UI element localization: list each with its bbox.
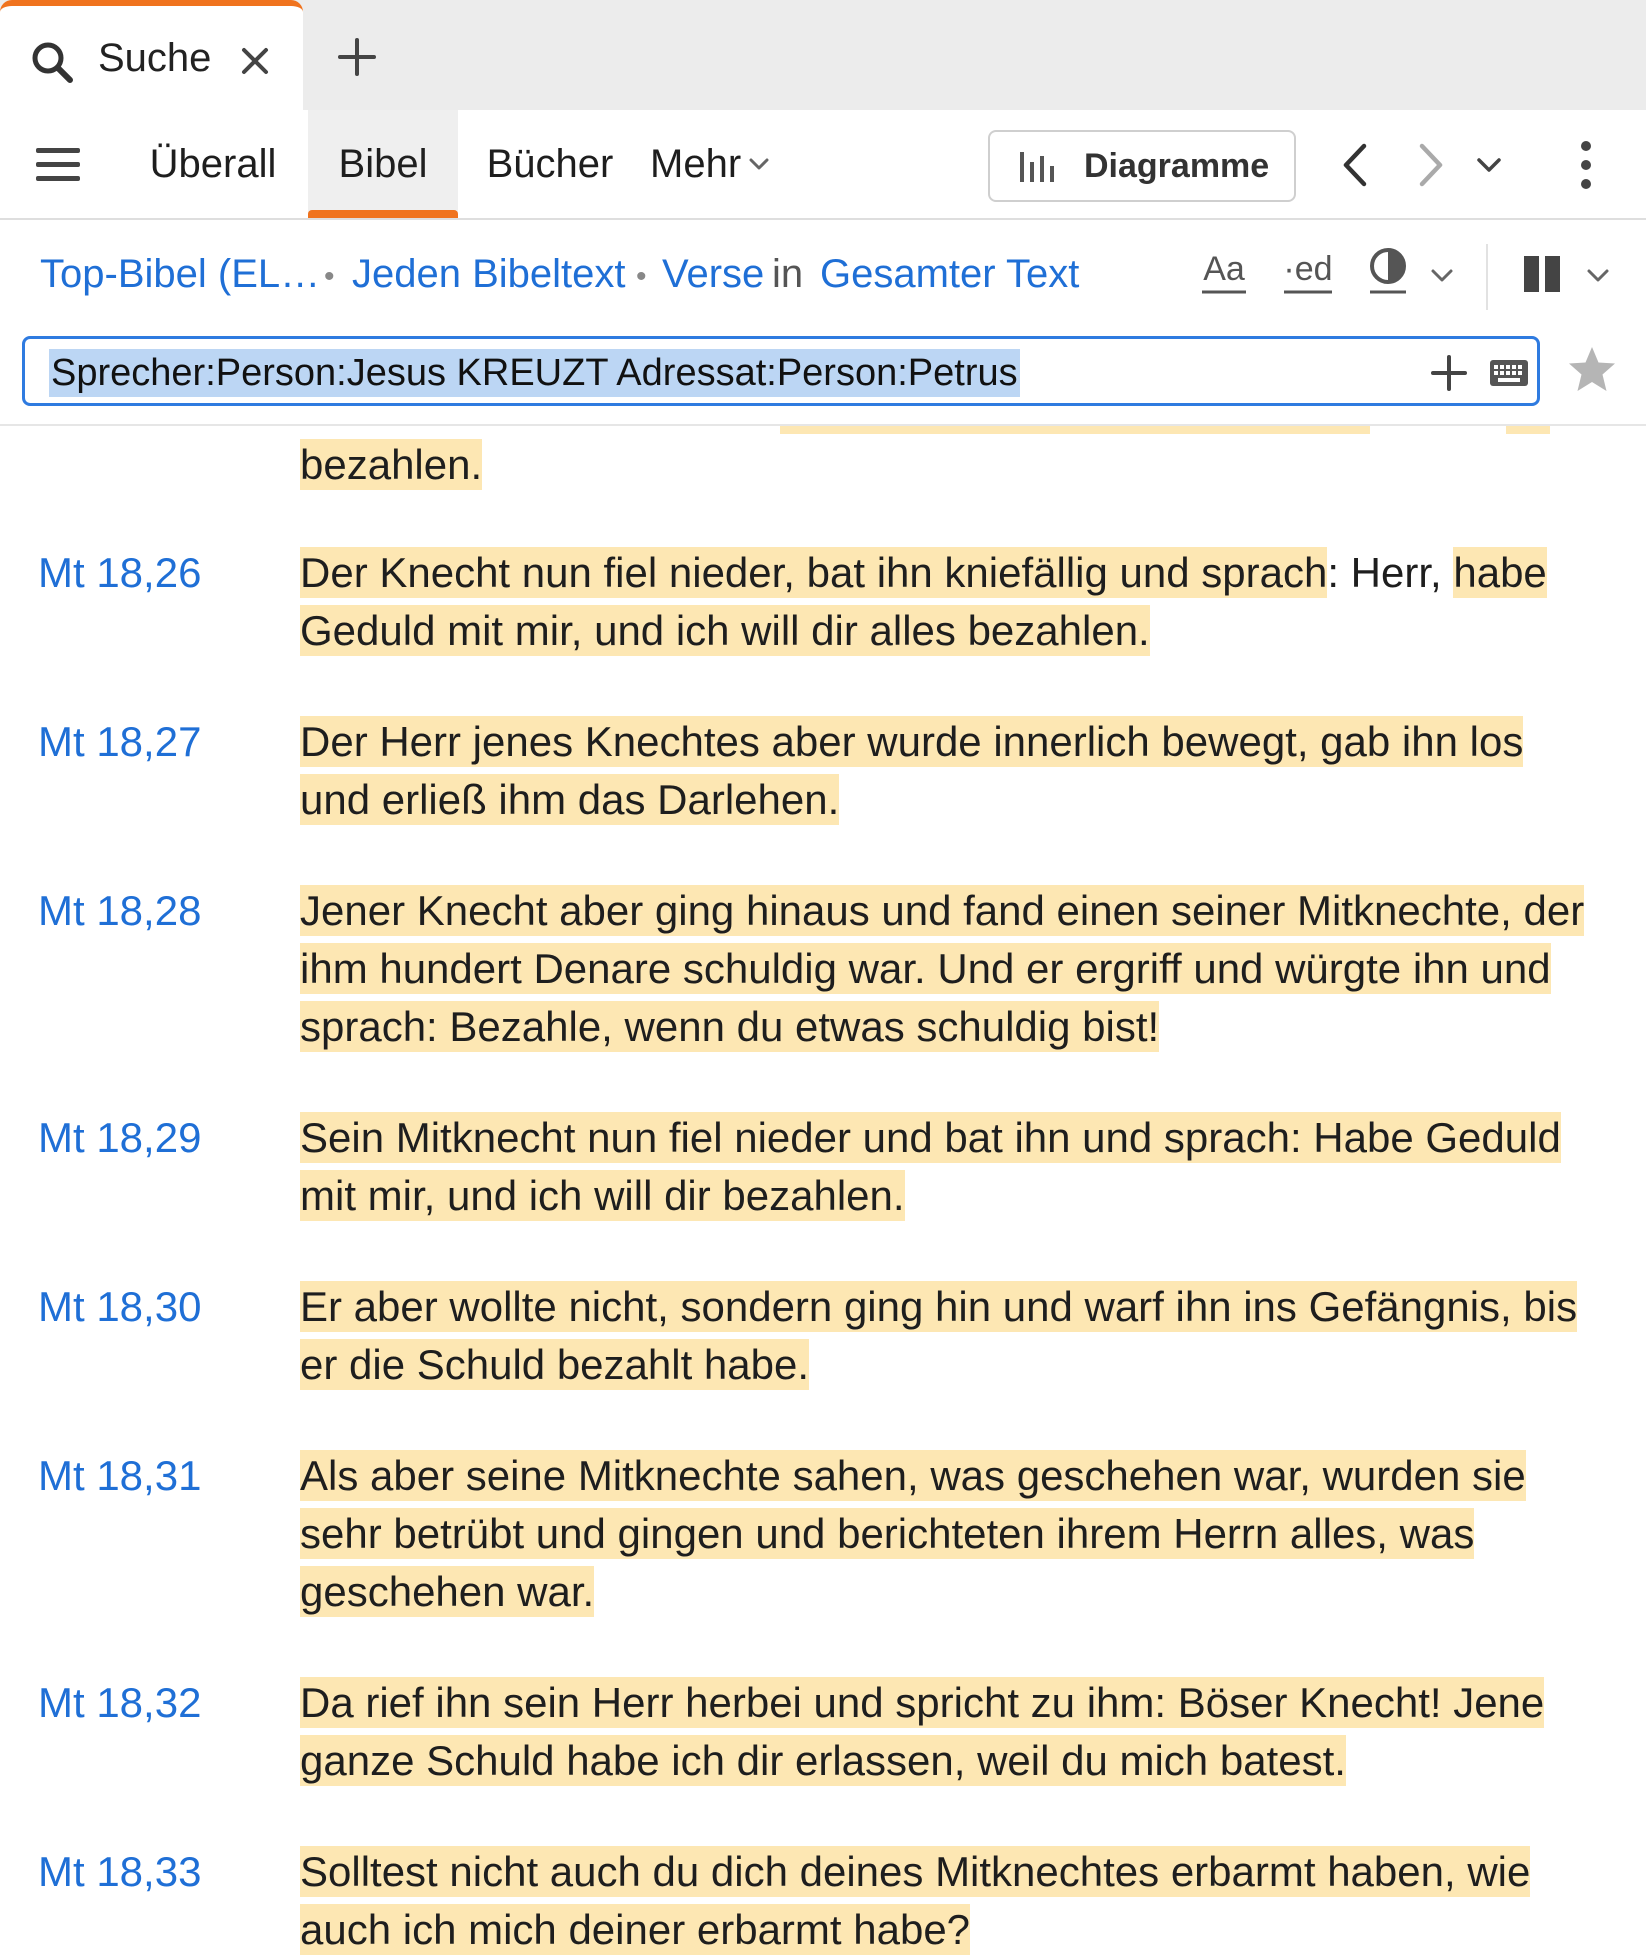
search-query-text[interactable]: Sprecher:Person:Jesus KREUZT Adressat:Person:Petrus <box>49 349 1020 397</box>
range-selector[interactable]: Gesamter Text <box>820 252 1080 296</box>
tab-strip <box>0 0 1646 110</box>
history-chevron-down-icon[interactable] <box>1474 150 1504 180</box>
word-forms-icon[interactable] <box>1280 242 1336 302</box>
scope-label: Bücher <box>486 141 614 186</box>
highlight-style-icon[interactable] <box>1364 242 1434 302</box>
keyboard-icon[interactable] <box>1489 357 1529 389</box>
verse-reference[interactable]: Mt 18,30 <box>38 1283 202 1330</box>
search-results <box>0 426 1646 1960</box>
verse-reference[interactable]: Mt 18,32 <box>38 1679 202 1726</box>
scope-tab-bible[interactable] <box>308 110 458 218</box>
verse-text: Der Herr jenes Knechtes aber wurde innerlich bewegt, gab ihn los und erließ ihm das Darlehen. <box>300 718 1524 823</box>
verse-text: Der Knecht nun fiel nieder, bat ihn kniefällig und sprach: Herr, habe Geduld mit mir, und ich will dir alles bezahlen. <box>300 549 1547 654</box>
verse-text: Als aber seine Mitknechte sahen, was geschehen war, wurden sie sehr betrübt und gingen und berichteten ihrem Herrn alles, was geschehen war. <box>300 1452 1526 1615</box>
close-icon[interactable] <box>236 42 274 80</box>
verse-text: Sein Mitknecht nun fiel nieder und bat ihn und sprach: Habe Geduld mit mir, und ich will dir bezahlen. <box>300 1114 1561 1219</box>
separator-dot: • <box>324 260 335 293</box>
highlight-fragment <box>780 426 1370 434</box>
more-vertical-icon[interactable] <box>1566 138 1606 192</box>
verse-reference[interactable]: Mt 18,27 <box>38 718 202 765</box>
new-tab-plus-icon[interactable] <box>336 36 378 78</box>
search-toolbar <box>0 110 1646 220</box>
search-criteria-row <box>0 222 1646 332</box>
tab-search[interactable] <box>0 0 303 110</box>
separator-dot: • <box>636 260 647 293</box>
divider <box>1486 244 1488 310</box>
bar-chart-icon <box>1018 148 1062 184</box>
verse-text: Er aber wollte nicht, sondern ging hin und warf ihn ins Gefängnis, bis er die Schuld bezahlt habe. <box>300 1283 1578 1388</box>
chevron-down-icon[interactable] <box>1428 262 1456 290</box>
aa-label: Aa <box>1203 250 1245 288</box>
add-icon[interactable] <box>1429 353 1469 393</box>
charts-button[interactable] <box>988 130 1296 202</box>
highlight-fragment <box>1506 426 1550 434</box>
match-case-icon[interactable] <box>1198 242 1250 302</box>
chevron-left-icon[interactable] <box>1336 140 1376 190</box>
star-icon[interactable] <box>1566 344 1618 396</box>
charts-label: Diagramme <box>1084 146 1270 185</box>
chevron-right-icon[interactable] <box>1410 140 1450 190</box>
verse-reference[interactable]: Mt 18,29 <box>38 1114 202 1161</box>
verse-text-partial: bezahlen. <box>300 441 483 488</box>
chevron-down-icon <box>747 152 771 176</box>
verse-reference[interactable]: Mt 18,28 <box>38 887 202 934</box>
column-layout-icon[interactable] <box>1520 250 1564 298</box>
hamburger-menu-icon[interactable] <box>36 144 80 184</box>
scope-label: Bibel <box>338 141 428 186</box>
tab-title: Suche <box>98 36 212 80</box>
result-type-selector[interactable]: Verse <box>662 252 765 296</box>
scope-label: Überall <box>149 141 277 186</box>
chevron-down-icon[interactable] <box>1584 262 1612 290</box>
search-query-field[interactable] <box>22 336 1540 406</box>
scope-tab-books[interactable] <box>470 110 630 218</box>
verse-text: Da rief ihn sein Herr herbei und spricht zu ihm: Böser Knecht! Jene ganze Schuld habe ich dir erlassen, weil du mich batest. <box>300 1679 1545 1784</box>
ed-label: ·ed <box>1283 250 1333 288</box>
verse-text: Solltest nicht auch du dich deines Mitknechtes erbarmt haben, wie auch ich mich deiner erbarmt habe? <box>300 1848 1531 1953</box>
scope-tab-everywhere[interactable] <box>128 110 298 218</box>
scope-label: Mehr <box>650 141 742 186</box>
bible-selector[interactable]: Top-Bibel (EL… <box>40 252 321 296</box>
scope-tab-more[interactable] <box>650 110 790 218</box>
verse-reference[interactable]: Mt 18,33 <box>38 1848 202 1895</box>
verse-text: Jener Knecht aber ging hinaus und fand einen seiner Mitknechte, der ihm hundert Denare schuldig war. Und er ergriff und würgte ihn und sprach: Bezahle, wenn du etwas schuldig bist! <box>300 887 1585 1050</box>
search-icon <box>28 38 76 86</box>
verse-reference[interactable]: Mt 18,31 <box>38 1452 202 1499</box>
text-scope-selector[interactable]: Jeden Bibeltext <box>352 252 626 296</box>
in-label: in <box>772 252 804 296</box>
verse-reference[interactable]: Mt 18,26 <box>38 549 202 596</box>
